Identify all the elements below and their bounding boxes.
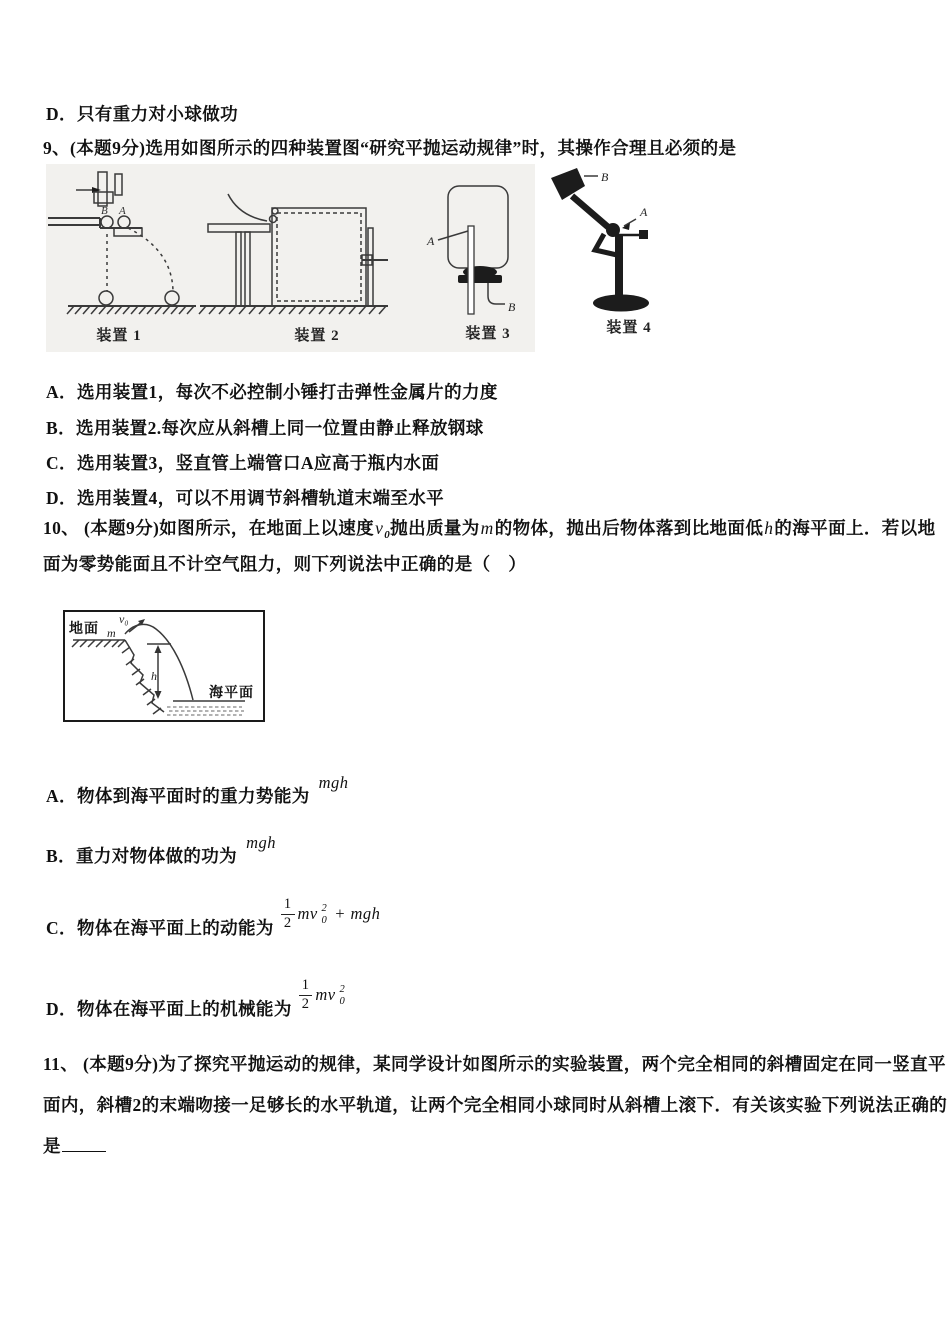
q9-option-c: C．选用装置3，竖直管上端管口A应高于瓶内水面 xyxy=(46,453,440,473)
fraction-one-half: $\frac{1}{2}$ xyxy=(299,978,313,1013)
math-m: m xyxy=(480,518,494,538)
fraction-one-half: $\frac{1}{2}$ xyxy=(281,897,295,932)
formula-half-mv02: $\frac{1}{2}$ mv 2 0 xyxy=(299,978,345,1013)
q9-figure xyxy=(46,164,666,356)
q9-option-a: A．选用装置1，每次不必控制小锤打击弹性金属片的力度 xyxy=(46,382,498,402)
device2-caption: 装置 2 xyxy=(294,328,340,344)
device4-label-b: B xyxy=(601,170,609,184)
mass-label: m xyxy=(107,626,116,640)
q10-option-c: C．物体在海平面上的动能为 $\frac{1}{2}$ mv 2 0 + mgh xyxy=(46,896,381,938)
device3-caption: 装置 3 xyxy=(465,326,511,342)
q11-line3: 是 xyxy=(43,1135,106,1157)
q10-option-a: A．物体到海平面时的重力势能为 mgh xyxy=(46,773,349,806)
device1-caption: 装置 1 xyxy=(96,328,142,344)
math-v: v xyxy=(375,518,384,538)
q9-stem: 9、(本题9分)选用如图所示的四种装置图“研究平抛运动规律”时，其操作合理且必须的是 xyxy=(43,138,737,158)
answer-blank xyxy=(62,1137,106,1152)
scan-strip-background xyxy=(46,164,535,352)
device4-label-a: A xyxy=(640,205,648,219)
math-h: h xyxy=(764,518,774,538)
device3-label-a: A xyxy=(427,234,435,248)
device1-label-a: A xyxy=(119,205,126,217)
q9-option-d: D．选用装置4，可以不用调节斜槽轨道末端至水平 xyxy=(46,488,445,508)
q9-option-b: B．选用装置2.每次应从斜槽上同一位置由静止释放钢球 xyxy=(46,418,484,438)
v0-label: v₀ xyxy=(119,612,129,626)
math-v-sub: 0 xyxy=(384,529,391,541)
q10-stem-line2: 面为零势能面且不计空气阻力，则下列说法中正确的是（ ） xyxy=(43,554,527,574)
q11-line1: 11、 (本题9分)为了探究平抛运动的规律，某同学设计如图所示的实验装置，两个完全相同的斜槽固定在同一竖直平 xyxy=(43,1054,946,1074)
sea-level-label: 海平面 xyxy=(209,686,254,701)
ground-label: 地面 xyxy=(69,622,99,637)
formula-half-mv02-plus-mgh: $\frac{1}{2}$ mv 2 0 + mgh xyxy=(281,897,381,932)
q11-line2: 面内，斜槽2的末端吻接一足够长的水平轨道，让两个完全相同小球同时从斜槽上滚下．有关该实验下列说法正确的 xyxy=(43,1095,948,1115)
q10-option-b: B．重力对物体做的功为 mgh xyxy=(46,833,276,866)
device1-label-b: B xyxy=(101,205,108,217)
q10-stem-line1: 10、 (本题9分)如图所示，在地面上以速度$v_0$抛出质量为m的物体，抛出后物体落到比地面低h的海平面上．若以地 xyxy=(43,518,936,541)
q10-figure xyxy=(63,610,266,723)
formula-mgh: mgh xyxy=(318,773,349,792)
formula-mgh: mgh xyxy=(246,833,276,852)
q10-option-d: D．物体在海平面上的机械能为 $\frac{1}{2}$ mv 2 0 xyxy=(46,977,346,1019)
device3-label-b: B xyxy=(508,300,516,314)
device-4-diagram xyxy=(551,168,652,336)
q8-option-d: D．只有重力对小球做功 xyxy=(46,104,239,124)
height-label: h xyxy=(151,669,157,683)
device4-caption: 装置 4 xyxy=(606,320,652,336)
